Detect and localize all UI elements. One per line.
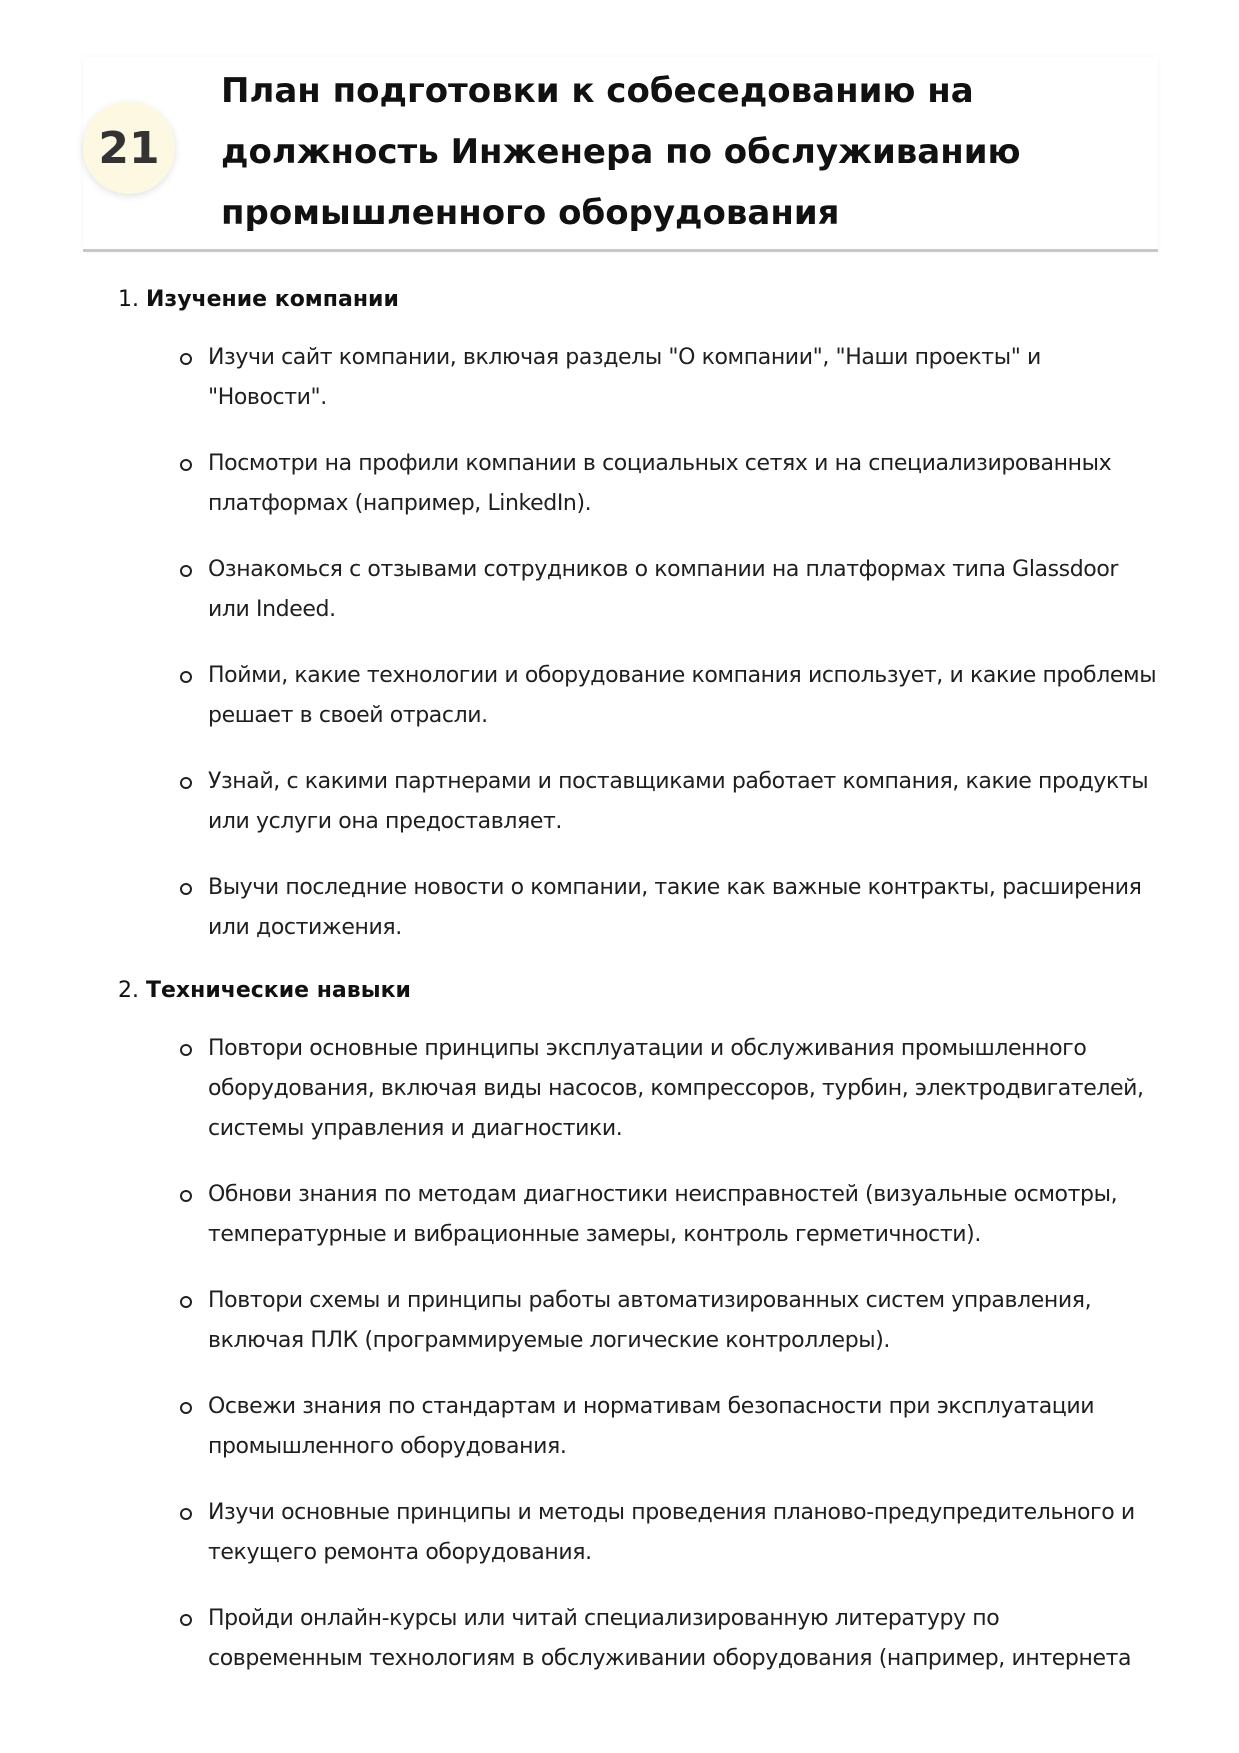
list-item-text: Пойми, какие технологии и оборудование компания использует, и какие проблемы решает в своей отрасли. [208, 663, 1157, 728]
page-number-badge: 21 [83, 102, 175, 194]
list-item-text: Изучи сайт компании, включая разделы "О компании", "Наши проекты" и "Новости". [208, 345, 1041, 410]
section-title: Изучение компании [146, 287, 399, 312]
list-item-text: Выучи последние новости о компании, такие как важные контракты, расширения или достижения. [208, 875, 1142, 940]
list-item-text: Обнови знания по методам диагностики неисправностей (визуальные осмотры, температурные и вибрационные замеры, контроль герметичности). [208, 1182, 1118, 1247]
page-header [83, 57, 1158, 252]
list-item [118, 656, 1158, 736]
list-item [118, 338, 1158, 418]
section-title: Технические навыки [146, 978, 411, 1003]
circle-bullet-icon [180, 1508, 192, 1520]
section-number: 1. [118, 287, 139, 312]
list-item [118, 1493, 1158, 1573]
circle-bullet-icon [180, 459, 192, 471]
page-title: План подготовки к собеседованию на должность Инженера по обслуживанию промышленного оборудования [221, 71, 1021, 233]
section-technical-skills [118, 974, 1158, 1679]
circle-bullet-icon [180, 777, 192, 789]
list-item-text: Повтори основные принципы эксплуатации и обслуживания промышленного оборудования, включая виды насосов, компрессоров, турбин, электродвигателей, системы управления и диагностики. [208, 1036, 1144, 1141]
list-item-text: Пройди онлайн-курсы или читай специализированную литературу по современным технологиям в обслуживании оборудования (например, интернета [208, 1606, 1132, 1671]
list-item-text: Изучи основные принципы и методы проведения планово-предупредительного и текущего ремонта оборудования. [208, 1500, 1135, 1565]
bullet-list [118, 1029, 1158, 1679]
list-item [118, 762, 1158, 842]
circle-bullet-icon [180, 1190, 192, 1202]
circle-bullet-icon [180, 883, 192, 895]
circle-bullet-icon [180, 1614, 192, 1626]
list-item-text: Ознакомься с отзывами сотрудников о компании на платформах типа Glassdoor или Indeed. [208, 557, 1119, 622]
section-number: 2. [118, 978, 139, 1003]
section-company-research [118, 283, 1158, 948]
list-item-text: Освежи знания по стандартам и нормативам безопасности при эксплуатации промышленного оборудования. [208, 1394, 1095, 1459]
list-item-text: Узнай, с какими партнерами и поставщиками работает компания, какие продукты или услуги она предоставляет. [208, 769, 1149, 834]
circle-bullet-icon [180, 1044, 192, 1056]
list-item [118, 868, 1158, 948]
list-item-text: Посмотри на профили компании в социальных сетях и на специализированных платформах (например, LinkedIn). [208, 451, 1112, 516]
section-heading [118, 974, 1158, 1008]
circle-bullet-icon [180, 1296, 192, 1308]
list-item [118, 1387, 1158, 1467]
list-item [118, 444, 1158, 524]
circle-bullet-icon [180, 671, 192, 683]
list-item [118, 1175, 1158, 1255]
bullet-list [118, 338, 1158, 948]
section-heading [118, 283, 1158, 317]
list-item [118, 1599, 1158, 1679]
list-item-text: Повтори схемы и принципы работы автоматизированных систем управления, включая ПЛК (программируемые логические контроллеры). [208, 1288, 1092, 1353]
circle-bullet-icon [180, 353, 192, 365]
list-item [118, 1029, 1158, 1149]
list-item [118, 1281, 1158, 1361]
list-item [118, 550, 1158, 630]
circle-bullet-icon [180, 1402, 192, 1414]
plan-content [118, 283, 1158, 1705]
circle-bullet-icon [180, 565, 192, 577]
